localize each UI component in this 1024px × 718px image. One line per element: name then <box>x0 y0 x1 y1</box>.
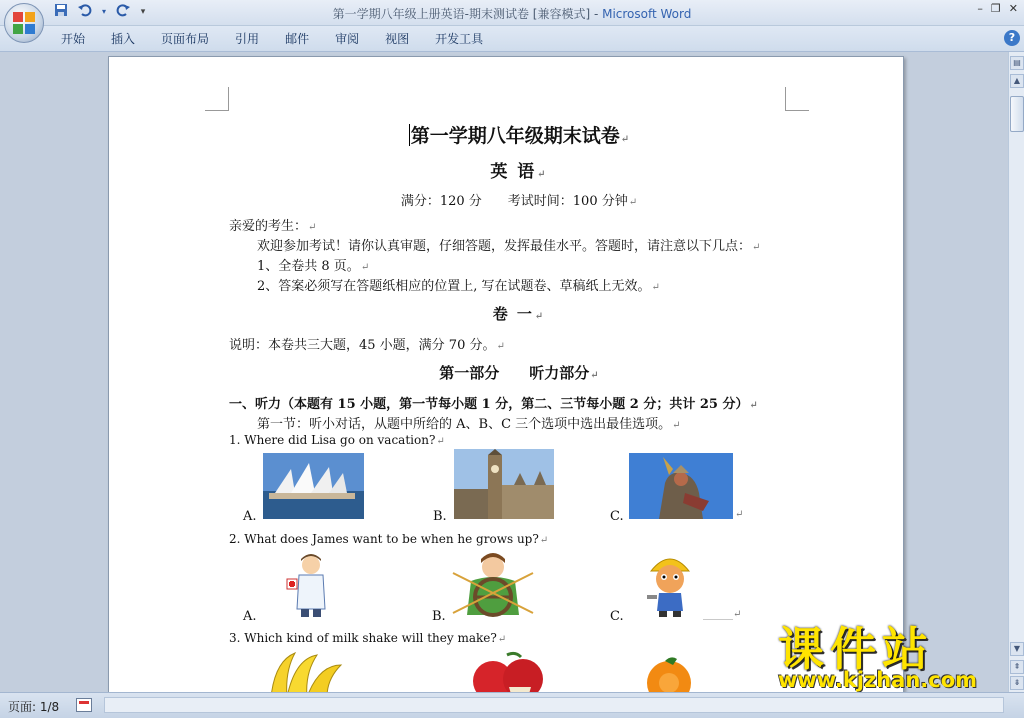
close-icon[interactable]: ✕ <box>1008 2 1018 15</box>
volume-heading: 卷 一↵ <box>492 305 546 323</box>
q2-option-c-label: C. <box>610 609 624 624</box>
view-ruler-icon[interactable]: ▤ <box>1010 56 1024 70</box>
welcome-text: 欢迎参加考试！请你认真审题，仔细答题，发挥最佳水平。答题时，请注意以下几点：↵ <box>257 239 761 254</box>
office-button[interactable] <box>4 3 44 43</box>
doc-subject: 英 语↵ <box>490 162 548 182</box>
q1-option-a-label: A. <box>243 509 257 524</box>
scroll-down-icon[interactable]: ▼ <box>1010 642 1024 656</box>
banana-image <box>265 651 345 692</box>
status-bar <box>0 692 1024 718</box>
section1-heading: 一、听力（本题有 15 小题，第一节每小题 1 分，第二、三节每小题 2 分；共计 25 分）↵ <box>229 397 758 412</box>
restore-icon[interactable]: ❐ <box>990 2 1001 15</box>
document-title-text: 第一学期八年级上册英语-期末测试卷 [兼容模式] - <box>332 7 603 21</box>
tab-page-layout[interactable]: 页面布局 <box>161 32 210 46</box>
vertical-scrollbar[interactable] <box>1008 52 1024 692</box>
q2-option-b-label: B. <box>432 609 446 624</box>
note-1: 1、全卷共 8 页。↵ <box>257 259 370 274</box>
q1-option-b-label: B. <box>433 509 447 524</box>
q1-option-c-label: C. <box>610 509 624 524</box>
q2-underline: ______↵ <box>703 609 742 620</box>
watermark-url: www.kjzhan.com <box>778 668 978 692</box>
title-bar <box>0 0 1024 26</box>
tab-references[interactable]: 引用 <box>235 32 260 46</box>
worker-image <box>641 549 699 619</box>
margin-corner-top-left <box>205 87 229 111</box>
volume-description: 说明：本卷共三大题，45 小题，满分 70 分。↵ <box>229 338 505 353</box>
minimize-icon[interactable]: – <box>977 2 983 15</box>
document-workspace <box>0 52 1008 692</box>
tab-developer[interactable]: 开发工具 <box>435 32 484 46</box>
part1-heading: 第一部分 听力部分↵ <box>439 364 599 382</box>
tab-review[interactable]: 审阅 <box>335 32 360 46</box>
window-controls <box>977 2 1018 15</box>
tab-insert[interactable]: 插入 <box>111 32 136 46</box>
note-2: 2、答案必须写在答题纸相应的位置上, 写在试题卷、草稿纸上无效。↵ <box>257 279 660 294</box>
document-page[interactable]: 第一学期八年级期末试卷↵ 英 语↵ 满分：120 分 考试时间：100 分钟↵ 亲爱的考生：↵ 欢迎参加考试！请你认真审题，仔细答题，发挥最佳水平。答题时，请注意以下几点：↵ 1、全卷共 8 页。↵ 2、答案必须写在答题纸相应的位置上, 写在试题卷、草稿纸上无效。↵ 卷 一↵ 说明：本卷共三大题，45 小题，满分 70 分。↵ 第一部分 听力部分↵ 一、听力（本题有 15 小题，第一节每小题 1 分，第二、三节每小题 2 分；共计 25 分）↵ 第一节：听小对话，从题中所给的 A、B、C 三个选项中选出最佳选项。↵ 1. Where did Lisa go on vacation?↵ A. B. C. ↵ 2. What does James want to be when he grows up?↵ A. B. C. ______↵ 3. Which kind of milk shake will they make?↵ <box>108 56 904 692</box>
watermark-title: 课件站 <box>778 622 934 676</box>
office-logo-icon <box>13 12 35 34</box>
ribbon-tabs <box>48 31 496 47</box>
previous-page-icon[interactable]: ⇞ <box>1010 660 1024 674</box>
scroll-thumb[interactable] <box>1010 96 1024 132</box>
section1-instructions: 第一节：听小对话，从题中所给的 A、B、C 三个选项中选出最佳选项。↵ <box>257 417 681 432</box>
window-title <box>0 5 1024 22</box>
customize-toolbar-icon[interactable]: ▾ <box>140 7 146 17</box>
margin-corner-top-right <box>785 87 809 111</box>
tab-mailings[interactable]: 邮件 <box>285 32 310 46</box>
text-cursor <box>409 124 410 146</box>
watermark <box>770 613 1010 693</box>
question-3: 3. Which kind of milk shake will they make?↵ <box>229 631 507 645</box>
greeting: 亲爱的考生：↵ <box>229 219 317 234</box>
page-indicator[interactable]: 页面: 1/8 <box>8 700 60 714</box>
app-name: Microsoft Word <box>602 7 692 21</box>
next-page-icon[interactable]: ⇟ <box>1010 676 1024 690</box>
statue-of-liberty-image <box>629 453 733 519</box>
proofing-icon[interactable] <box>76 698 92 712</box>
doctor-image <box>281 551 331 619</box>
tab-view[interactable]: 视图 <box>385 32 410 46</box>
question-1: 1. Where did Lisa go on vacation?↵ <box>229 433 445 447</box>
q2-option-a-label: A. <box>243 609 257 624</box>
tab-home[interactable]: 开始 <box>61 32 86 46</box>
apple-image <box>467 651 551 692</box>
help-icon[interactable]: ? <box>1004 30 1020 46</box>
question-2: 2. What does James want to be when he grows up?↵ <box>229 532 549 546</box>
scroll-up-icon[interactable]: ▲ <box>1010 74 1024 88</box>
horizontal-scrollbar[interactable] <box>104 697 1004 713</box>
big-ben-image <box>454 449 554 519</box>
driver-image <box>449 551 537 619</box>
orange-image <box>633 653 713 692</box>
ribbon <box>0 26 1024 52</box>
sydney-opera-house-image <box>263 453 364 519</box>
score-info: 满分：120 分 考试时间：100 分钟↵ <box>400 194 638 209</box>
undo-dropdown-icon[interactable]: ▾ <box>101 7 106 16</box>
doc-title: 第一学期八年级期末试卷↵ <box>410 125 630 147</box>
